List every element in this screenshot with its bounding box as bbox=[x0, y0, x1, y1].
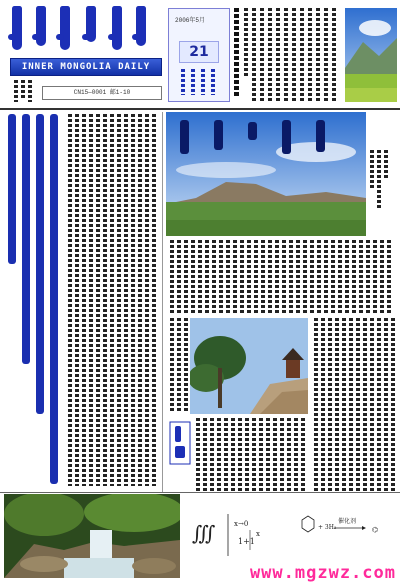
chemistry-formula bbox=[188, 500, 398, 564]
section-logo bbox=[168, 420, 192, 466]
date-box bbox=[168, 8, 230, 102]
top-article-text bbox=[232, 8, 340, 104]
main-headline bbox=[4, 114, 62, 486]
section-rule bbox=[0, 108, 400, 110]
pavilion-photo bbox=[190, 318, 308, 414]
waterfall-photo bbox=[4, 494, 180, 578]
svg-text:1+1: 1+1 bbox=[238, 537, 255, 546]
masthead-banner bbox=[10, 58, 162, 76]
catalyst-text: 催化剂 bbox=[338, 518, 357, 525]
pavilion-left-text bbox=[168, 318, 188, 414]
date-year: 2006年5月 bbox=[175, 17, 206, 24]
left-article-body bbox=[66, 114, 160, 488]
bottom-rule bbox=[0, 492, 400, 493]
svg-text:x→0: x→0 bbox=[234, 520, 249, 528]
footer-url[interactable]: www.mgzwz.com bbox=[249, 563, 396, 583]
svg-text:∭: ∭ bbox=[192, 521, 216, 545]
svg-text:⌬: ⌬ bbox=[372, 526, 379, 534]
date-day-number: 21 bbox=[179, 41, 219, 63]
pavilion-right-text bbox=[312, 318, 398, 494]
masthead-subscript bbox=[12, 80, 38, 104]
lower-middle-text bbox=[194, 418, 310, 494]
reaction-text: + 3H₂ bbox=[318, 524, 337, 531]
mountain-meadow-photo bbox=[345, 8, 397, 102]
steppe-photo bbox=[166, 112, 366, 236]
column-divider bbox=[162, 112, 163, 492]
svg-text:x: x bbox=[256, 530, 260, 538]
issue-code: CN15—0001 邮1-10 bbox=[42, 86, 162, 100]
masthead-title bbox=[8, 6, 160, 50]
middle-article-body bbox=[168, 240, 398, 316]
masthead-english-title: INNER MONGOLIA DAILY bbox=[21, 62, 151, 72]
photo-side-caption bbox=[368, 150, 396, 230]
